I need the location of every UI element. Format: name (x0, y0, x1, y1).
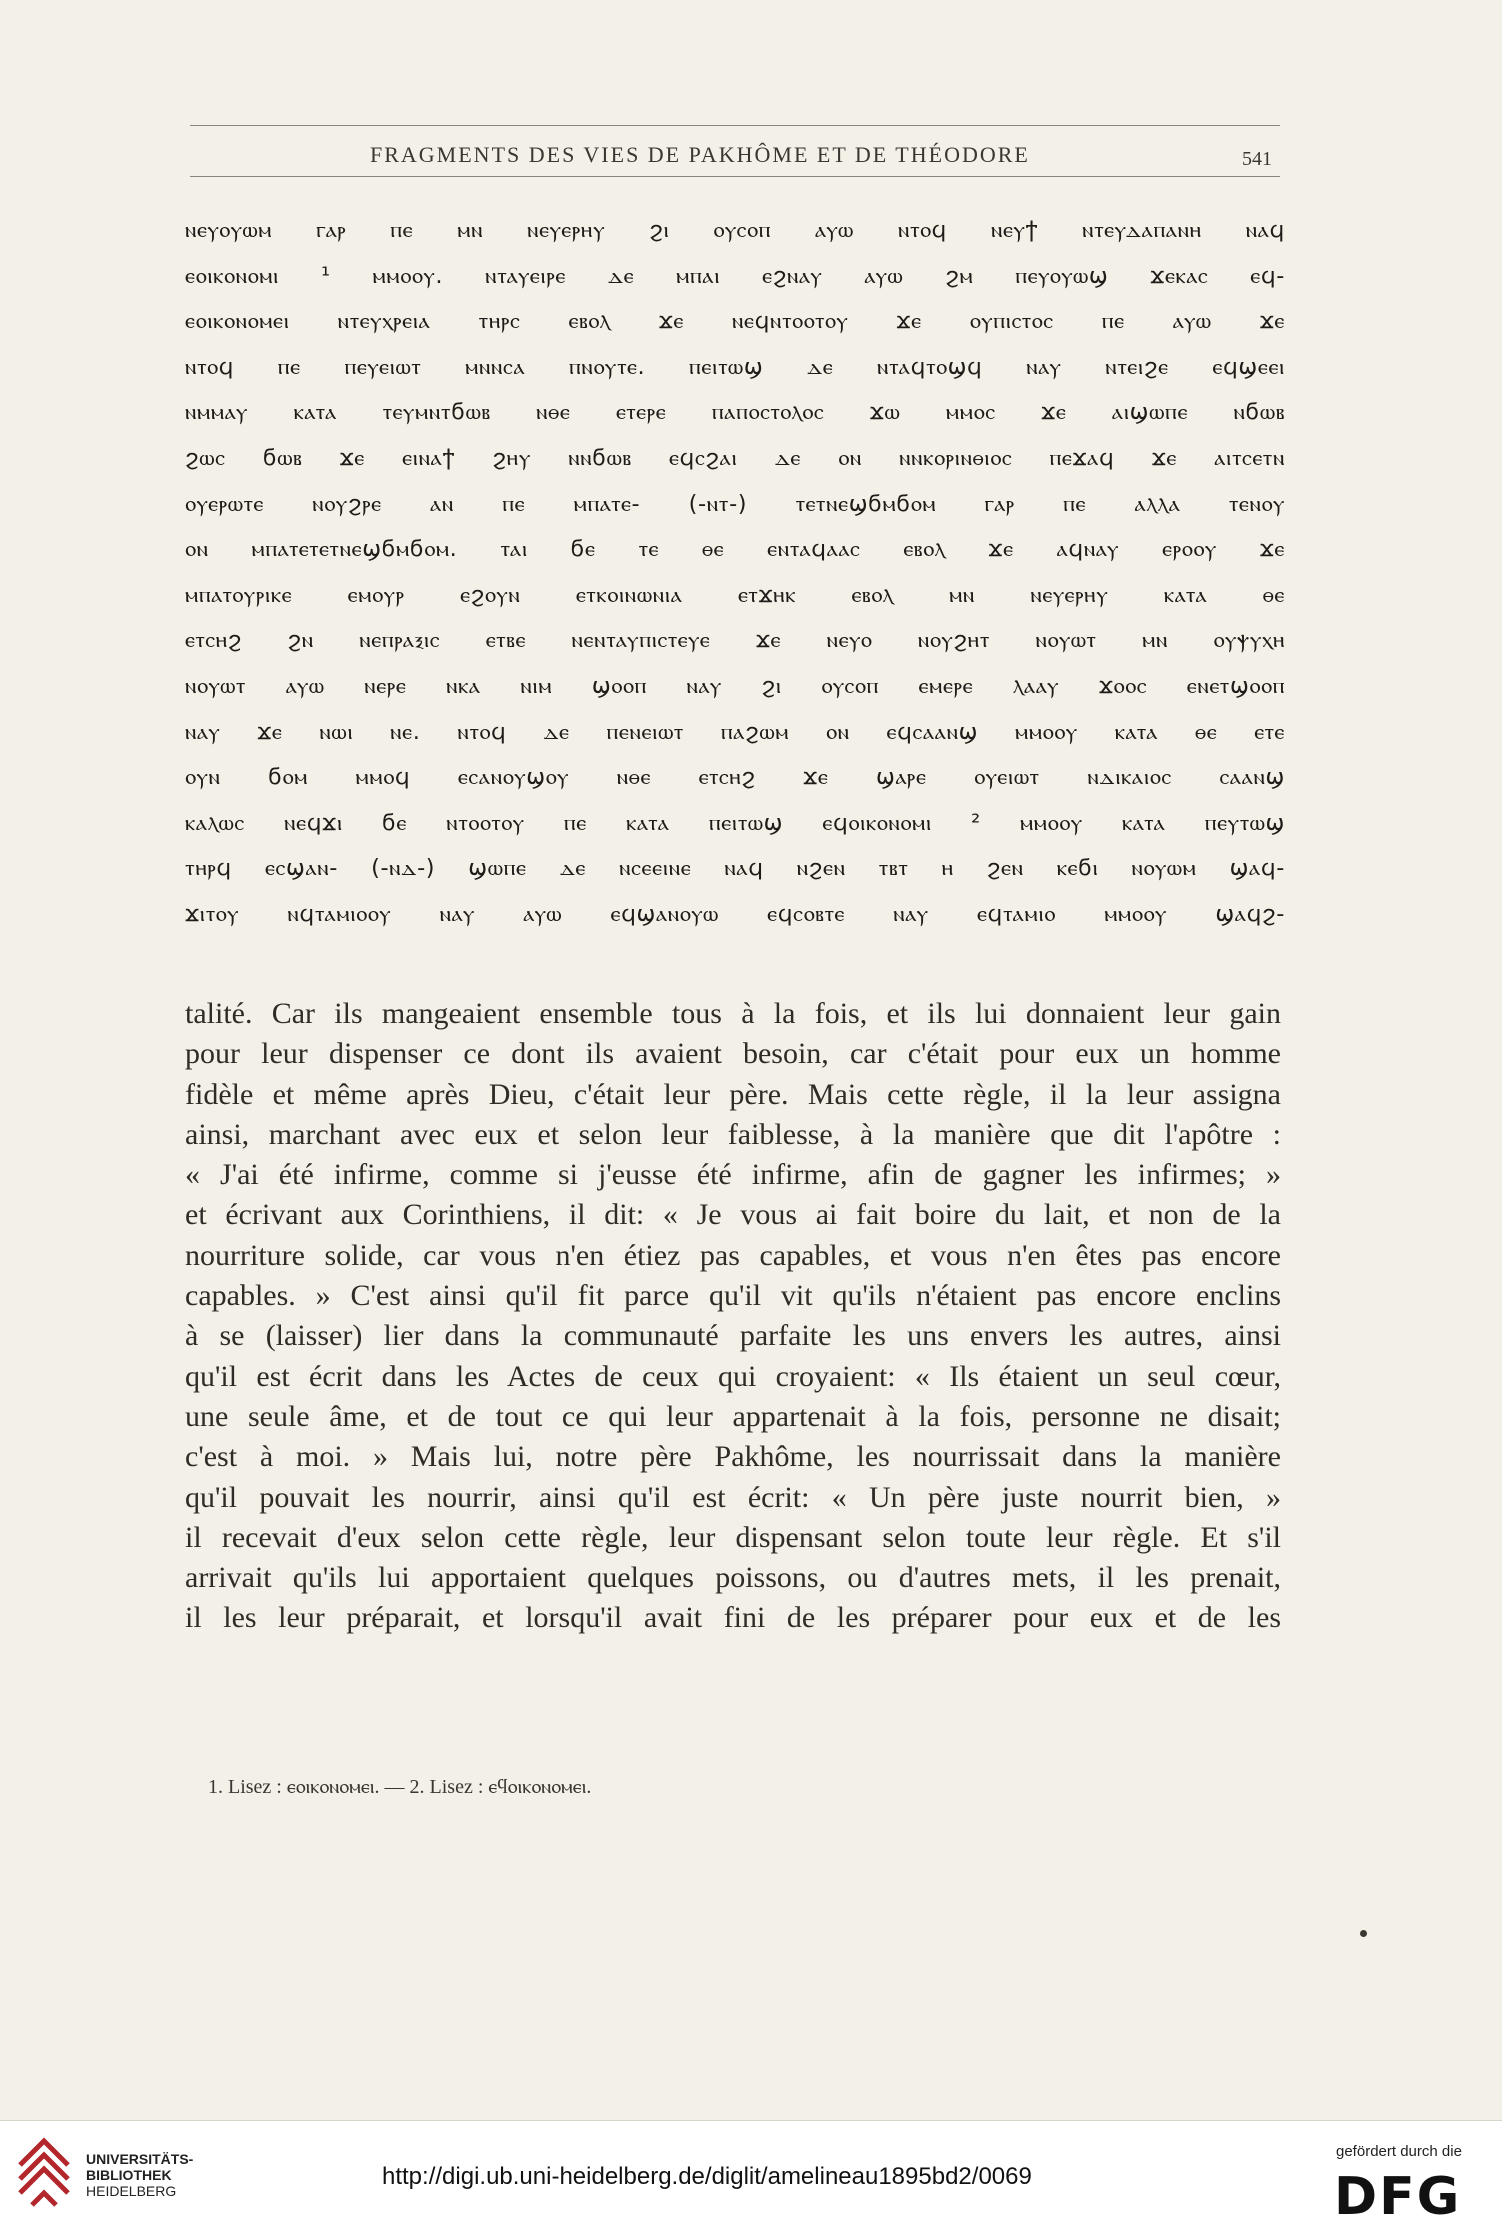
coptic-line: ⲛⲁⲩ ϫⲉ ⲛⲱⲓ ⲛⲉ. ⲛⲧⲟϥ ⲇⲉ ⲡⲉⲛⲉⲓⲱⲧ ⲡⲁϩⲱⲙ ⲟⲛ ⲉϥⲥⲁⲁⲛϣ ⲙⲙⲟⲟⲩ ⲕⲁⲧⲁ ⲑⲉ ⲉⲧⲉ (185, 718, 1285, 745)
french-line: à se (laisser) lier dans la communauté parfaite les uns envers les autres, ainsi (185, 1319, 1281, 1353)
french-line: il les leur préparait, et lorsqu'il avait fini de les préparer pour eux et de les (185, 1601, 1281, 1635)
french-line: fidèle et même après Dieu, c'était leur père. Mais cette règle, il la leur assigna (185, 1077, 1281, 1111)
coptic-line: ϩⲱⲥ ϭⲱⲃ ϫⲉ ⲉⲓⲛⲁϯ ϩⲏⲩ ⲛⲛϭⲱⲃ ⲉϥⲥϩⲁⲓ ⲇⲉ ⲟⲛ ⲛⲛⲕⲟⲣⲓⲛⲑⲓⲟⲥ ⲡⲉϫⲁϥ ϫⲉ ⲁⲓⲧⲥⲉⲧⲛ (185, 444, 1285, 471)
french-line: qu'il pouvait les nourrir, ainsi qu'il est écrit: « Un père juste nourrit bien, » (185, 1480, 1281, 1514)
running-title: FRAGMENTS DES VIES DE PAKHÔME ET DE THÉODORE (370, 142, 1030, 167)
coptic-text-block (185, 208, 1285, 938)
french-line: une seule âme, et de tout ce qui leur appartenait à la fois, personne ne disait; (185, 1399, 1281, 1433)
coptic-line: ⲉⲟⲓⲕⲟⲛⲟⲙⲉⲓ ⲛⲧⲉⲩⲭⲣⲉⲓⲁ ⲧⲏⲣⲥ ⲉⲃⲟⲗ ϫⲉ ⲛⲉϥⲛⲧⲟⲟⲧⲟⲩ ϫⲉ ⲟⲩⲡⲓⲥⲧⲟⲥ ⲡⲉ ⲁⲩⲱ ϫⲉ (185, 308, 1285, 335)
dfg-logo: DFG (1334, 2167, 1462, 2227)
coptic-line: ⲉⲟⲓⲕⲟⲛⲟⲙⲓ ¹ ⲙⲙⲟⲟⲩ. ⲛⲧⲁⲩⲉⲓⲣⲉ ⲇⲉ ⲙⲡⲁⲓ ⲉϩⲛⲁⲩ ⲁⲩⲱ ϩⲙ ⲡⲉⲩⲟⲩⲱϣ ϫⲉⲕⲁⲥ ⲉϥ- (185, 262, 1285, 289)
french-line: arrivait qu'ils lui apportaient quelques poissons, ou d'autres mets, il les prenait, (185, 1561, 1281, 1595)
ink-speck (1360, 1930, 1367, 1937)
university-library-logo-icon (14, 2135, 72, 2209)
page-number: 541 (1242, 148, 1272, 170)
french-line: pour leur dispenser ce dont ils avaient besoin, car c'était pour eux un homme (185, 1037, 1281, 1071)
french-line: ainsi, marchant avec eux et selon leur faiblesse, à la manière que dit l'apôtre : (185, 1117, 1281, 1151)
coptic-line: ⲛⲉⲩⲟⲩⲱⲙ ⲅⲁⲣ ⲡⲉ ⲙⲛ ⲛⲉⲩⲉⲣⲏⲩ ϩⲓ ⲟⲩⲥⲟⲡ ⲁⲩⲱ ⲛⲧⲟϥ ⲛⲉⲩϯ ⲛⲧⲉⲩⲇⲁⲡⲁⲛⲏ ⲛⲁϥ (185, 217, 1285, 243)
header-rule-lower (190, 176, 1280, 177)
coptic-line: ϫⲓⲧⲟⲩ ⲛϥⲧⲁⲙⲓⲟⲟⲩ ⲛⲁⲩ ⲁⲩⲱ ⲉϥϣⲁⲛⲟⲩⲱ ⲉϥⲥⲟⲃⲧⲉ ⲛⲁⲩ ⲉϥⲧⲁⲙⲓⲟ ⲙⲙⲟⲟⲩ ϣⲁϥϩ- (185, 900, 1285, 927)
coptic-line: ⲟⲩⲛ ϭⲟⲙ ⲙⲙⲟϥ ⲉⲥⲁⲛⲟⲩϣⲟⲩ ⲛⲑⲉ ⲉⲧⲥⲏϩ ϫⲉ ϣⲁⲣⲉ ⲟⲩⲉⲓⲱⲧ ⲛⲇⲓⲕⲁⲓⲟⲥ ⲥⲁⲁⲛϣ (185, 764, 1285, 791)
coptic-line: ⲛⲧⲟϥ ⲡⲉ ⲡⲉⲩⲉⲓⲱⲧ ⲙⲛⲛⲥⲁ ⲡⲛⲟⲩⲧⲉ. ⲡⲉⲓⲧⲱϣ ⲇⲉ ⲛⲧⲁϥⲧⲟϣϥ ⲛⲁⲩ ⲛⲧⲉⲓϩⲉ ⲉϥϣⲉⲉⲓ (185, 353, 1285, 380)
french-line: nourriture solide, car vous n'en étiez pas capables, et vous n'en êtes pas encore (185, 1238, 1281, 1272)
french-line: talité. Car ils mangeaient ensemble tous à la fois, et ils lui donnaient leur gain (185, 997, 1281, 1030)
header-rule (190, 125, 1280, 126)
coptic-line: ⲟⲛ ⲙⲡⲁⲧⲉⲧⲉⲧⲛⲉϣϭⲙϭⲟⲙ. ⲧⲁⲓ ϭⲉ ⲧⲉ ⲑⲉ ⲉⲛⲧⲁϥⲁⲁⲥ ⲉⲃⲟⲗ ϫⲉ ⲁϥⲛⲁⲩ ⲉⲣⲟⲟⲩ ϫⲉ (185, 536, 1285, 563)
coptic-line: ⲛⲙⲙⲁⲩ ⲕⲁⲧⲁ ⲧⲉⲩⲙⲛⲧϭⲱⲃ ⲛⲑⲉ ⲉⲧⲉⲣⲉ ⲡⲁⲡⲟⲥⲧⲟⲗⲟⲥ ϫⲱ ⲙⲙⲟⲥ ϫⲉ ⲁⲓϣⲱⲡⲉ ⲛϭⲱⲃ (185, 399, 1285, 426)
french-line: qu'il est écrit dans les Actes de ceux qui croyaient: « Ils étaient un seul cœur, (185, 1359, 1281, 1393)
french-translation-block (185, 994, 1281, 1639)
funding-note: gefördert durch die (1336, 2143, 1462, 2160)
running-head (190, 138, 1280, 170)
french-line: capables. » C'est ainsi qu'il fit parce qu'il vit qu'ils n'étaient pas encore enclins (185, 1279, 1281, 1313)
coptic-line: ⲉⲧⲥⲏϩ ϩⲛ ⲛⲉⲡⲣⲁⲝⲓⲥ ⲉⲧⲃⲉ ⲛⲉⲛⲧⲁⲩⲡⲓⲥⲧⲉⲩⲉ ϫⲉ ⲛⲉⲩⲟ ⲛⲟⲩϩⲏⲧ ⲛⲟⲩⲱⲧ ⲙⲛ ⲟⲩⲯⲩⲭⲏ (185, 627, 1285, 654)
french-line: c'est à moi. » Mais lui, notre père Pakhôme, les nourrissait dans la manière (185, 1440, 1281, 1474)
footer-bar (0, 2120, 1502, 2240)
french-line: il recevait d'eux selon cette règle, leur dispensant selon toute leur règle. Et s'il (185, 1520, 1281, 1554)
coptic-line: ⲛⲟⲩⲱⲧ ⲁⲩⲱ ⲛⲉⲣⲉ ⲛⲕⲁ ⲛⲓⲙ ϣⲟⲟⲡ ⲛⲁⲩ ϩⲓ ⲟⲩⲥⲟⲡ ⲉⲙⲉⲣⲉ ⲗⲁⲁⲩ ϫⲟⲟⲥ ⲉⲛⲉⲧϣⲟⲟⲡ (185, 672, 1285, 699)
coptic-line: ⲙⲡⲁⲧⲟⲩⲣⲓⲕⲉ ⲉⲙⲟⲩⲣ ⲉϩⲟⲩⲛ ⲉⲧⲕⲟⲓⲛⲱⲛⲓⲁ ⲉⲧϫⲏⲕ ⲉⲃⲟⲗ ⲙⲛ ⲛⲉⲩⲉⲣⲏⲩ ⲕⲁⲧⲁ ⲑⲉ (185, 581, 1285, 608)
library-name: UNIVERSITÄTS- BIBLIOTHEK HEIDELBERG (86, 2151, 194, 2199)
coptic-line: ⲕⲁⲗⲱⲥ ⲛⲉϥϫⲓ ϭⲉ ⲛⲧⲟⲟⲧⲟⲩ ⲡⲉ ⲕⲁⲧⲁ ⲡⲉⲓⲧⲱϣ ⲉϥⲟⲓⲕⲟⲛⲟⲙⲓ ² ⲙⲙⲟⲟⲩ ⲕⲁⲧⲁ ⲡⲉⲩⲧⲱϣ (185, 809, 1285, 836)
permalink-url[interactable]: http://digi.ub.uni-heidelberg.de/diglit/amelineau1895bd2/0069 (382, 2163, 1032, 2190)
french-line: « J'ai été infirme, comme si j'eusse été infirme, afin de gagner les infirmes; » (185, 1158, 1281, 1192)
french-line: et écrivant aux Corinthiens, il dit: « Je vous ai fait boire du lait, et non de la (185, 1198, 1281, 1232)
footnotes: 1. Lisez : ⲉⲟⲓⲕⲟⲛⲟⲙⲉⲓ. — 2. Lisez : ⲉϥⲟⲓⲕⲟⲛⲟⲙⲉⲓ. (208, 1776, 592, 1798)
coptic-line: ⲧⲏⲣϥ ⲉⲥϣⲁⲛ- (-ⲛⲇ-) ϣⲱⲡⲉ ⲇⲉ ⲛⲥⲉⲉⲓⲛⲉ ⲛⲁϥ ⲛϩⲉⲛ ⲧⲃⲧ ⲏ ϩⲉⲛ ⲕⲉϭⲓ ⲛⲟⲩⲱⲙ ϣⲁϥ- (185, 855, 1285, 882)
coptic-line: ⲟⲩⲉⲣⲱⲧⲉ ⲛⲟⲩϩⲣⲉ ⲁⲛ ⲡⲉ ⲙⲡⲁⲧⲉ- (-ⲛⲧ-) ⲧⲉⲧⲛⲉϣϭⲙϭⲟⲙ ⲅⲁⲣ ⲡⲉ ⲁⲗⲗⲁ ⲧⲉⲛⲟⲩ (185, 490, 1285, 517)
